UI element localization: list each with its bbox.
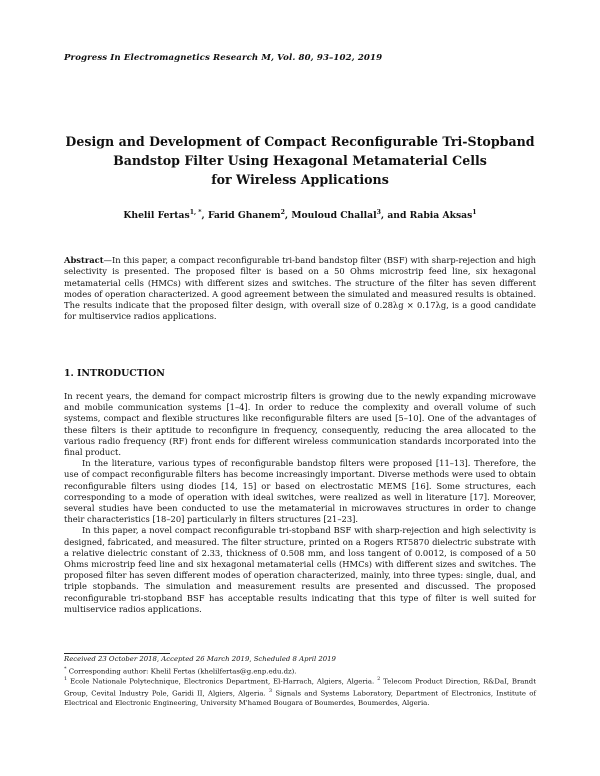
affiliation-text: Ecole Nationale Polytechnique, Electronics Department, El-Harrach, Algiers, Algeria. xyxy=(70,677,375,686)
footnote-mark: 3 xyxy=(268,687,273,694)
title-line-2: Bandstop Filter Using Hexagonal Metamaterial Cells xyxy=(113,153,487,168)
affiliation-text: Signals and Systems Laboratory, Department of Electronics, Institute of Electrical and Electronic Engineering, University M'hamed Bougara of Boumerdes, Boumerdes, Algeria. xyxy=(64,689,536,707)
title-line-1: Design and Development of Compact Reconfigurable Tri-Stopband xyxy=(65,134,535,149)
corresponding-author-text: Corresponding author: Khelil Fertas (khelilfertas@g.enp.edu.dz). xyxy=(68,667,297,676)
abstract-text: —In this paper, a compact reconfigurable tri-band bandstop filter (BSF) with sharp-rejection and high selectivity is presented. The proposed filter is based on a 50 Ohms microstrip feed line, six hexagonal metamaterial cells (HMCs) with different sizes and switches. The structure of the filter has seven different modes of operation characterized. A good agreement between the simulated and measured results is obtained. The results indicate that the proposed filter design, with overall size of 0.28λg × 0.17λg, is a good candidate for multiservice radios applications. xyxy=(64,255,536,322)
author-separator: , xyxy=(284,210,292,222)
author-affiliation-mark: 1, * xyxy=(189,209,202,216)
section-heading: 1. INTRODUCTION xyxy=(64,368,165,379)
affiliations xyxy=(64,675,536,708)
paragraph: In the literature, various types of reconfigurable bandstop filters were proposed [11–13]. Therefore, the use of compact reconfigurable filters has become increasingly important. Diverse methods were used to obtain reconfigurable filters using diodes [14, 15] or based on electrostatic MEMS [16]. Some structures, each corresponding to a mode of operation with ideal switches, were realized as well in literature [17]. Moreover, several studies have been conducted to use the metamaterial in microwaves structures in order to change their characteristics [18–20] particularly in filters structures [21–23]. xyxy=(64,458,536,525)
paragraph: In this paper, a novel compact reconfigurable tri-stopband BSF with sharp-rejection and high selectivity is designed, fabricated, and measured. The filter structure, printed on a Rogers RT5870 dielectric substrate with a relative dielectric constant of 2.33, thickness of 0.508 mm, and loss tangent of 0.0012, is composed of a 50 Ohms microstrip feed line and six hexagonal metamaterial cells (HMCs) with different sizes and switches. The proposed filter has seven different modes of operation characterized, mainly, into three types: single, dual, and triple stopbands. The simulation and measurement results are presented and discussed. The proposed reconfigurable tri-stopband BSF has acceptable results indicating that this type of filter is well suited for multiservice radios applications. xyxy=(64,525,536,614)
author-name: Farid Ghanem xyxy=(207,210,281,222)
affiliation-text: Telecom Product Direction, R&DaI, Brandt Group, Cevital Industry Pole, Garidi II, Algiers, Algeria. xyxy=(64,677,536,698)
author-affiliation-mark: 1 xyxy=(472,209,477,216)
paragraph: In recent years, the demand for compact microstrip filters is growing due to the newly expanding microwave and mobile communication systems [1–4]. In order to reduce the complexity and overall volume of such systems, compact and flexible structures like reconfigurable filters are used [5–10]. One of the advantages of these filters is their aptitude to reconfigure in frequency, consequently, reducing the area allocated to the various radio frequency (RF) front ends for different wireless communication standards incorporated into the final product. xyxy=(64,391,536,458)
abstract xyxy=(64,255,536,323)
author-affiliation-mark: 2 xyxy=(280,209,285,216)
footnote-mark: * xyxy=(64,666,67,672)
author-name: Mouloud Challal xyxy=(291,210,377,222)
author-separator: , and xyxy=(380,210,410,222)
journal-header: Progress In Electromagnetics Research M, Vol. 80, 93–102, 2019 xyxy=(64,53,383,63)
abstract-label: Abstract xyxy=(64,255,104,265)
author-affiliation-mark: 3 xyxy=(376,209,381,216)
section-body xyxy=(64,391,536,615)
footnote-mark: 1 xyxy=(64,676,68,682)
footnote-rule xyxy=(64,653,170,654)
author-separator: , xyxy=(201,210,208,222)
title-line-3: for Wireless Applications xyxy=(211,172,389,187)
author-list xyxy=(40,209,560,221)
author-name: Khelil Fertas xyxy=(123,210,190,222)
author-name: Rabia Aksas xyxy=(409,210,473,222)
footnote-mark: 2 xyxy=(377,676,381,682)
paper-title xyxy=(40,132,560,189)
received-dates: Received 23 October 2018, Accepted 26 March 2019, Scheduled 8 April 2019 xyxy=(64,655,336,663)
